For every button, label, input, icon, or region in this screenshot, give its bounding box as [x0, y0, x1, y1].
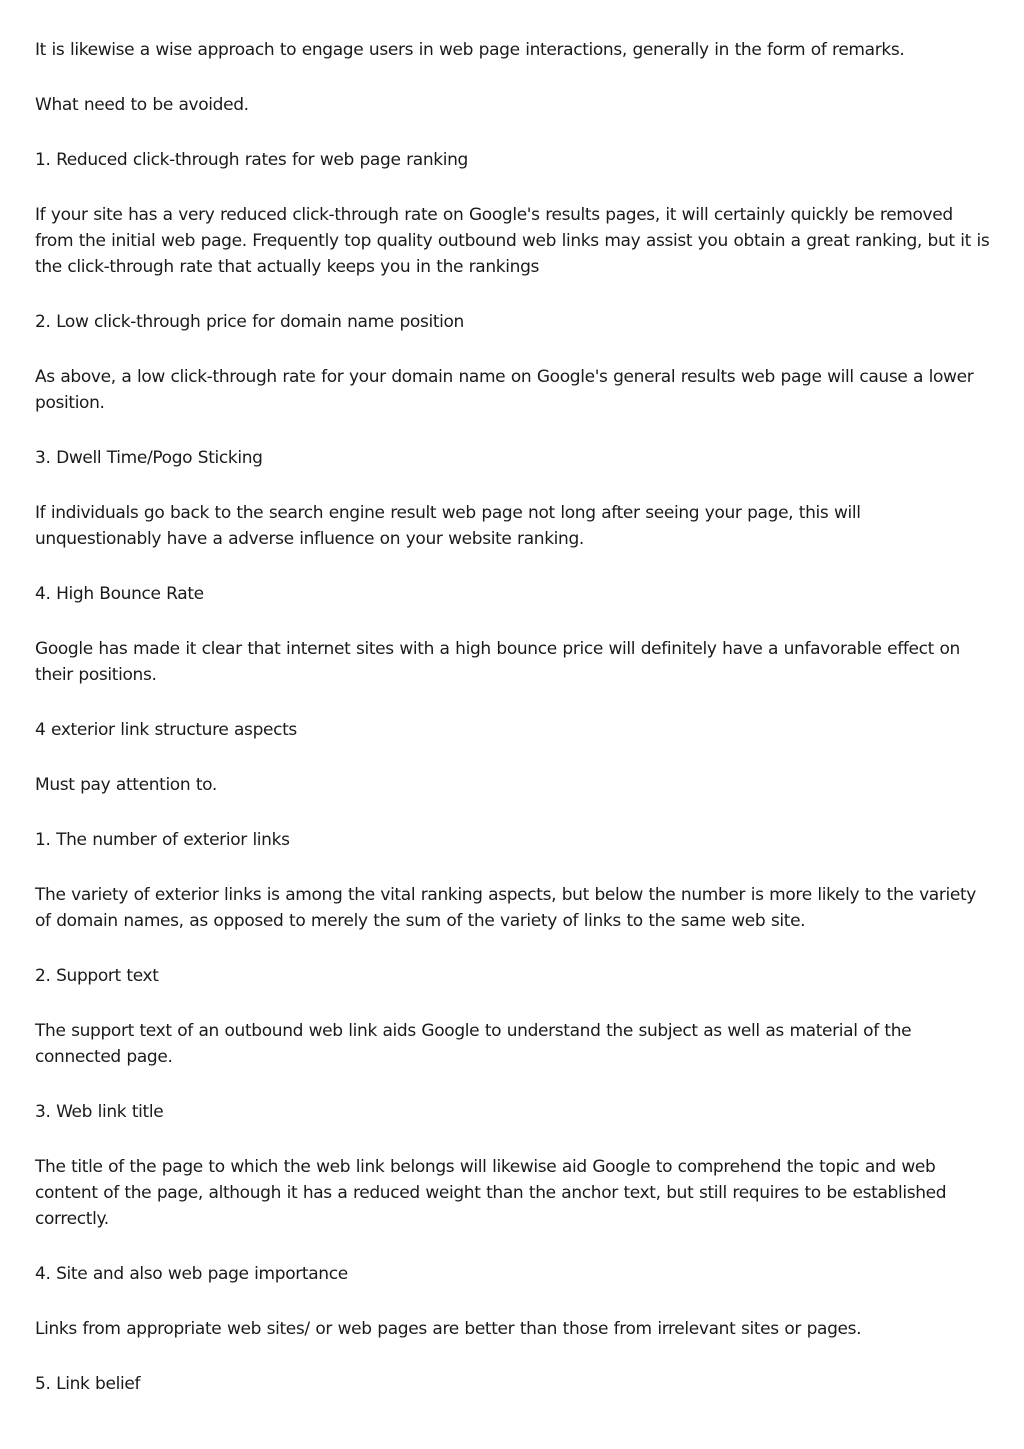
paragraph: Links from appropriate web sites/ or web pages are better than those from irrelevant sites or pages.	[35, 1319, 862, 1339]
section-heading: 3. Dwell Time/Pogo Sticking	[35, 448, 263, 468]
paragraph: It is likewise a wise approach to engage users in web page interactions, generally in the form of remarks.	[35, 40, 905, 60]
section-heading: 3. Web link title	[35, 1102, 164, 1122]
paragraph: The support text of an outbound web link aids Google to understand the subject as well as material of the connected page.	[35, 1021, 912, 1067]
paragraph: Must pay attention to.	[35, 775, 217, 795]
section-heading: 4. Site and also web page importance	[35, 1264, 348, 1284]
paragraph: The variety of exterior links is among the vital ranking aspects, but below the number is more likely to the variety of domain names, as opposed to merely the sum of the variety of links to the same web site.	[35, 885, 976, 931]
paragraph: What need to be avoided.	[35, 95, 249, 115]
section-heading: 2. Support text	[35, 966, 159, 986]
paragraph: Google has made it clear that internet sites with a high bounce price will definitely have a unfavorable effect on their positions.	[35, 639, 960, 685]
paragraph: If individuals go back to the search engine result web page not long after seeing your page, this will unquestionably have a adverse influence on your website ranking.	[35, 503, 861, 549]
document-body	[35, 37, 990, 1426]
paragraph: The title of the page to which the web link belongs will likewise aid Google to comprehend the topic and web content of the page, although it has a reduced weight than the anchor text, but still requires to be established correctly.	[35, 1157, 947, 1229]
section-heading: 1. The number of exterior links	[35, 830, 290, 850]
paragraph: 4 exterior link structure aspects	[35, 720, 297, 740]
paragraph: If your site has a very reduced click-through rate on Google's results pages, it will certainly quickly be removed from the initial web page. Frequently top quality outbound web links may assist you obtain a great ranking, but it is the click-through rate that actually keeps you in the rankings	[35, 205, 990, 277]
section-heading: 4. High Bounce Rate	[35, 584, 204, 604]
section-heading: 2. Low click-through price for domain name position	[35, 312, 464, 332]
paragraph: As above, a low click-through rate for your domain name on Google's general results web page will cause a lower position.	[35, 367, 974, 413]
section-heading: 1. Reduced click-through rates for web page ranking	[35, 150, 468, 170]
section-heading: 5. Link belief	[35, 1374, 141, 1394]
